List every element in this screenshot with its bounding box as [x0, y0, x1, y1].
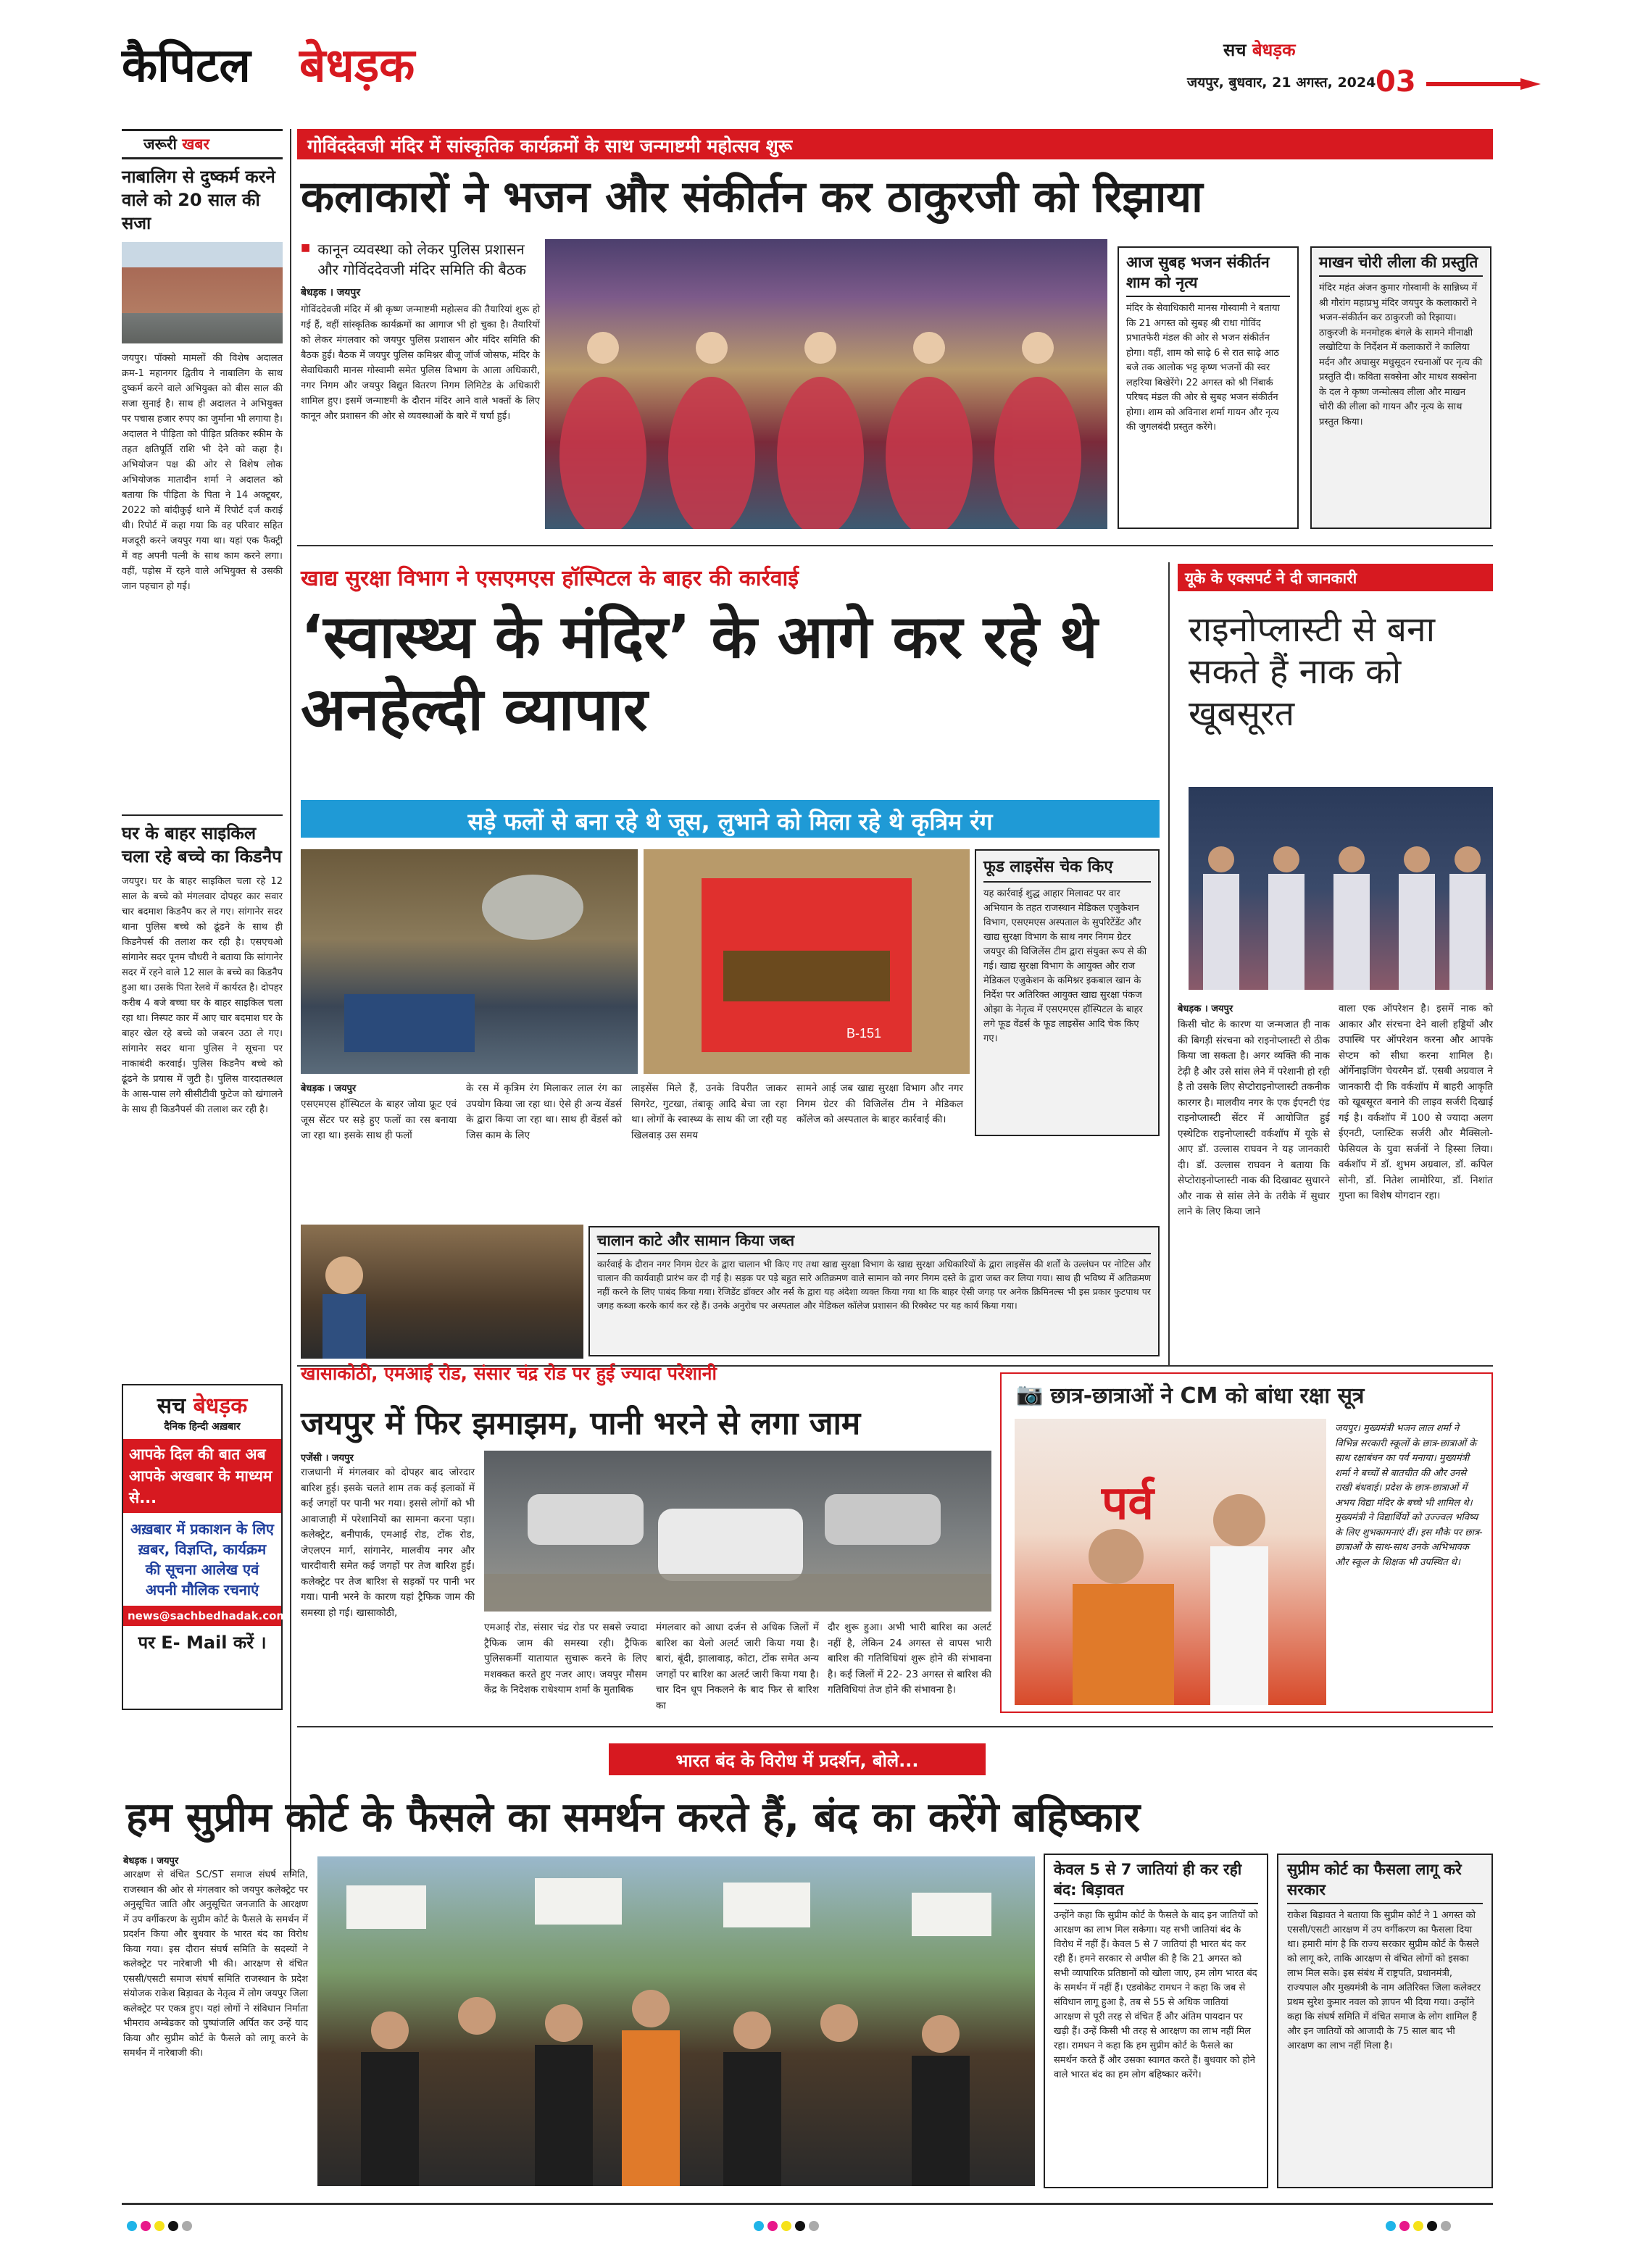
brand-name-black: कैपिटल	[122, 39, 251, 93]
rakhi-caption: जयपुर। मुख्यमंत्री भजन लाल शर्मा ने विभिन्न सरकारी स्कूलों के छात्र-छात्राओं के साथ रक्षाबंधन का पर्व मनाया। मुख्यमंत्री शर्मा ने बच्चों से बातचीत की और उनसे राखी बंधवाई। प्रदेश के छात्र-छात्राओं में अभय विद्या मंदिर के बच्चे भी शामिल थे। मुख्यमंत्री ने विद्यार्थियों को उज्ज्वल भविष्य के लिए शुभकामनाएं दीं। इस मौके पर छात्र-छात्राओं के साथ-साथ उनके अभिभावक और स्कूल के शिक्षक भी उपस्थित थे।	[1335, 1423, 1483, 1568]
rhino-photo	[1189, 787, 1493, 990]
brief-label: जरूरी खबर	[122, 129, 283, 159]
rakhi-headline: छात्र-छात्राओं ने CM को बांधा रक्षा सूत्र	[1050, 1383, 1365, 1409]
ad-line1: आपके दिल की बात अब आपके अखबार के माध्यम से...	[123, 1439, 281, 1513]
food-strap: सड़े फलों से बना रहे थे जूस, लुभाने को मिला रहे थे कृत्रिम रंग	[301, 800, 1160, 838]
food-box-body: यह कार्रवाई शुद्ध आहार मिलावट पर वार अभियान के तहत राजस्थान मेडिकल एजुकेशन विभाग, एसएमएस अस्पताल के सुपरिटेंडेंट और खाद्य सुरक्षा विभाग के साथ नगर निगम ग्रेटर जयपुर की विजिलेंस टीम द्वारा संयुक्त रूप से की गई। खाद्य सुरक्षा विभाग के आयुक्त और राज मेडिकल एजुकेशन के कमिश्नर इकबाल खान के निर्देश पर अतिरिक्त आयुक्त खाद्य सुरक्षा पंकज ओझा के नेतृत्व में एसएमएस हॉस्पिटल के बाहर लगे फूड वेंडर्स के फूड लाइसेंस आदि चेक किए गए।	[983, 888, 1147, 1044]
rain-byline: एजेंसी । जयपुर	[301, 1453, 354, 1464]
masthead-tag: सच बेधड़क	[1223, 40, 1296, 60]
festival-banner-text: पर्व	[1102, 1476, 1154, 1530]
bandh-kicker: भारत बंद के विरोध में प्रदर्शन, बोले...	[609, 1743, 986, 1775]
rain-col-4: दौर शुरू हुआ। अभी भारी बारिश का अलर्ट नहीं है, लेकिन 24 अगस्त से वापस भारी बारिश की गतिविधियां शुरू होने की संभावना है। कई जिलों में 22- 23 अगस्त से बारिश की गतिविधियां तेज होने की संभावना है।	[828, 1622, 991, 1696]
dance-photo	[545, 239, 1107, 529]
flooded-cars	[484, 1451, 991, 1612]
ad-line2: अख़बार में प्रकाशन के लिए ख़बर, विज्ञप्ति, कार्यक्रम की सूचना आलेख एवं अपनी मौलिक रचनाएं	[130, 1520, 274, 1598]
kidnap-body: जयपुर। घर के बाहर साइकिल चला रहे 12 साल के बच्चे को मंगलवार दोपहर कार सवार चार बदमाश किडनैप कर ले गए। सांगानेर सदर थाना पुलिस बच्चे को ढूंढने के साथ ही किडनैपर्स की तलाश कर रही है। एसएचओ सांगानेर सदर पूनम चौधरी ने बताया कि सांगानेर सदर में रहने वाले 12 साल के बच्चे का किडनैप हुआ था। उसके पिता रेलवे में कार्यरत है। दोपहर करीब 4 बजे बच्चा घर के बाहर साइकिल चला रहा था। निस्पट कार में आए चार बदमाश घर के बाहर खेल रहे बच्चे को जबरन उठा ले गए। सांगानेर सदर थाना पुलिस ने सूचना पर नाकाबंदी करवाई। पुलिस किडनैप बच्चे को ढूंढने के प्रयास में जुटी है। पुलिस वारदातस्थल के आस-पास लगे सीसीटीवी फुटेज को खंगालने के साथ ही किडनैपर्स की तलाश कर रही है।	[122, 876, 283, 1115]
rain-col-3: मंगलवार को आधा दर्जन से अधिक जिलों में बारिश का येलो अलर्ट जारी किया गया है। बारां, बूंदी, झालावाड़, कोटा, टोंक समेत अन्य जगहों पर बारिश का अलर्ट जारी किया गया है। चार दिन धूप निकलने के बाद फिर से बारिश का	[656, 1622, 819, 1712]
temple-box1-body: मंदिर के सेवाधिकारी मानस गोस्वामी ने बताया कि 21 अगस्त को सुबह श्री राधा गोविंद प्रभातफेरी मंडल की ओर से भजन संकीर्तन होगा। वहीं, शाम को साढ़े 6 से रात साढ़े आठ बजे तक आलोक भट्ट कृष्ण भजनों की स्वर लहरिया बिखेरेंगे। 22 अगस्त को श्री निंबार्क परिषद मंडल की ओर से सुबह भजन संकीर्तन होगा। शाम को अविनाश शर्मा गायन और नृत्य की जुगलबंदी प्रस्तुत करेंगे।	[1126, 303, 1280, 433]
bandh-box2-body: राकेश बिड़ावत ने बताया कि सुप्रीम कोर्ट ने 1 अगस्त को एससी/एसटी आरक्षण में उप वर्गीकरण का फैसला दिया था। हमारी मांग है कि राज्य सरकार सुप्रीम कोर्ट के फैसले को लागू करे, ताकि आरक्षण से वंचित लोगों को इसका लाभ मिल सके। इस संबंध में राष्ट्रपति, प्रधानमंत्री, राज्यपाल और मुख्यमंत्री के नाम अतिरिक्त जिला कलेक्टर प्रथम सुरेश कुमार नवल को ज्ञापन भी दिया गया। उन्होंने कहा कि संघर्ष समिति में वंचित समाज के लोग शामिल हैं और इन जातियों को आजादी के 75 साल बाद भी आरक्षण का लाभ नहीं मिला है।	[1287, 1910, 1481, 2051]
protest-photo	[317, 1856, 1035, 2186]
crate-photo	[644, 849, 970, 1074]
food-box	[975, 849, 1160, 1136]
rhino-headline: राइनोप्लास्टी से बना सकते हैं नाक को खूबसूरत	[1189, 609, 1436, 734]
food-col-1: एसएमएस हॉस्पिटल के बाहर जोया फ्रूट एवं जूस सेंटर पर सड़े हुए फलों का रस बनाया जा रहा था। इसके साथ ही फलों	[301, 1098, 457, 1141]
bandh-box2-title: सुप्रीम कोर्ट का फैसला लागू करे सरकार	[1287, 1859, 1483, 1904]
food-col-4: सामने आई जब खाद्य सुरक्षा विभाग और नगर निगम ग्रेटर की विजिलेंस टीम ने मेडिकल कॉलेज को अस्पताल के बाहर कार्रवाई की।	[796, 1083, 963, 1125]
challan-title: चालान काटे और सामान किया जब्त	[597, 1230, 1151, 1254]
food-col-2: के रस में कृत्रिम रंग मिलाकर लाल रंग का उपयोग किया जा रहा था। ऐसे ही अन्य वेंडर्स के द्वारा किया जा रहा था। साथ ही वेंडर्स को जिस काम के लिए	[466, 1083, 622, 1141]
rakhi-section	[1000, 1372, 1493, 1713]
registration-marks-left	[127, 2220, 196, 2234]
rain-photo	[484, 1451, 991, 1612]
brief-headline: नाबालिग से दुष्कर्म करने वाले को 20 साल की सजा	[122, 167, 275, 233]
kitchen-photo	[301, 849, 638, 1074]
rhino-col-1: किसी चोट के कारण या जन्मजात ही नाक की बिगड़ी संरचना को राइनोप्लास्टी से ठीक किया जा सकता है। अगर व्यक्ति की नाक टेढ़ी है और उसे सांस लेने में परेशानी हो रही है तो उसके लिए सेप्टोराइनोप्लास्टी तकनीक कारगर है। मालवीय नगर के एक ईएनटी एंड राइनोप्लास्टी सेंटर में आयोजित हुई एस्थेटिक राइनोप्लास्टी वर्कशॉप में यूके से आए डॉ. उल्लास राघवन ने यह जानकारी दी। डॉ. उल्लास राघवन ने बताया कि सेप्टोराइनोप्लास्टी नाक की दिखावट सुधारने और नाक से सांस लेने के तरीके में सुधार लाने के लिए किया जाने	[1178, 1019, 1330, 1217]
bandh-box-2	[1277, 1854, 1493, 2188]
food-byline: बेधड़क । जयपुर	[301, 1083, 357, 1094]
rhino-byline: बेधड़क । जयपुर	[1178, 1004, 1233, 1014]
officials-figures	[301, 1225, 583, 1359]
page-number: 03	[1376, 65, 1416, 99]
camera-icon: 📷	[1016, 1382, 1044, 1407]
svg-text:B-151: B-151	[846, 1026, 882, 1041]
bandh-box1-body: उन्होंने कहा कि सुप्रीम कोर्ट के फैसले के बाद इन जातियों को आरक्षण का लाभ मिल सकेगा। यह सभी जातियां बंद के विरोध में नहीं हैं। केवल 5 से 7 जातियां ही भारत बंद कर रही हैं। हमने सरकार से अपील की है कि 21 अगस्त को सभी व्यापारिक प्रतिष्ठानों को खोला जाए, हम लोग भारत बंद के समर्थन में नहीं हैं। एडवोकेट रामधन ने कहा कि जब से संविधान लागू हुआ है, तब से 55 से अधिक जातियां आरक्षण से पूरी तरह से वंचित हैं और अंतिम पायदान पर खड़ी हैं। उन्हें किसी भी तरह से आरक्षण का लाभ नहीं मिल रहा। रामधन ने कहा कि हम सुप्रीम कोर्ट के फैसले का समर्थन करते हैं और उसका स्वागत करते हैं। बुधवार को होने वाले भारत बंद का हम लोग बहिष्कार करेंगे।	[1054, 1910, 1258, 2080]
temple-box2-title: माखन चोरी लीला की प्रस्तुति	[1319, 252, 1483, 277]
ad-cta: पर E- Mail करें ।	[138, 1633, 267, 1653]
kidnap-section	[122, 814, 283, 1117]
rain-headline: जयपुर में फिर झमाझम, पानी भरने से लगा जाम	[301, 1405, 861, 1442]
registration-marks-right	[1386, 2220, 1455, 2234]
temple-box2-body: मंदिर महंत अंजन कुमार गोस्वामी के सान्निध्य में श्री गौरांग महाप्रभु मंदिर जयपुर के कलाकारों ने भजन-संकीर्तन कर ठाकुरजी को रिझाया। ठाकुरजी के मनमोहक बंगले के सामने मीनाक्षी लखोटिया के निर्देशन में कलाकारों ने कालिया मर्दन और अघासुर मधुसूदन रचनाओं पर नृत्य की प्रस्तुति दी। कविता सक्सेना और माधव सक्सेना के दल ने कृष्ण जन्मोत्सव लीला और माखन चोरी की लीला को गायन और नृत्य के साथ प्रस्तुत किया।	[1319, 283, 1483, 428]
food-kicker: खाद्य सुरक्षा विभाग ने एसएमएस हॉस्पिटल के बाहर की कार्रवाई	[301, 566, 799, 591]
temple-text	[301, 239, 540, 424]
brand-name-red: बेधड़क	[299, 39, 415, 93]
kitchen-utensils	[301, 849, 638, 1074]
pen-icon	[1426, 75, 1542, 93]
doctors-figures	[1189, 787, 1493, 990]
temple-headline: कलाकारों ने भजन और संकीर्तन कर ठाकुरजी को रिझाया	[301, 172, 1203, 222]
temple-box1-title: आज सुबह भजन संकीर्तन शाम को नृत्य	[1126, 252, 1290, 297]
food-columns	[301, 1081, 968, 1219]
court-photo	[122, 242, 283, 343]
kidnap-headline: घर के बाहर साइकिल चला रहे बच्चे का किडनैप	[122, 823, 282, 867]
challan-body: कार्रवाई के दौरान नगर निगम ग्रेटर के द्वारा चालान भी किए गए तथा खाद्य सुरक्षा विभाग के खाद्य सुरक्षा अधिकारियों के द्वारा लाइसेंस की शर्तों के उल्लंघन पर नोटिस और चालान की कार्यवाही प्रारंभ कर दी गई है। सड़क पर पड़े बहुत सारे अतिक्रमण वाले सामान को नगर निगम दस्ते के द्वारा जब्त कर लिया गया। साथ ही भविष्य में अतिक्रमण नहीं करने के लिए पाबंद किया गया। रेजिडेंट डॉक्टर और नर्स के द्वारा यह अंदेशा व्यक्त किया गया था कि बाहर ऐसी जगह पर अनेक क्रिमिनल्स भी इस प्रकार फुटपाथ पर जगह कब्जा करके कार्य कर रहे हैं। उनके अनुरोध पर अस्पताल और मेडिकल कॉलेज प्रशासन की रिक्वेस्ट पर यह कार्य किया गया।	[597, 1259, 1151, 1311]
food-headline: ‘स्वास्थ्य के मंदिर’ के आगे कर रहे थे अनहेल्दी व्यापार	[301, 603, 1098, 744]
rain-col-2: एमआई रोड, संसार चंद्र रोड पर सबसे ज्यादा ट्रैफिक जाम की समस्या रही। ट्रैफिक पुलिसकर्मी यातायात सुचारू करने के लिए मशक्कत करते हुए नजर आए। जयपुर मौसम केंद्र के निदेशक राधेश्याम शर्मा के मुताबिक	[484, 1622, 647, 1696]
ad-box: सच बेधड़क दैनिक हिन्दी अख़बार आपके दिल की बात अब आपके अखबार के माध्यम से... अख़बार में प्रकाशन के लिए ख़बर, विज्ञप्ति, कार्यक्रम की सूचना आलेख एवं अपनी मौलिक रचनाएं news@sachbedhadak.com पर E- Mail करें ।	[122, 1384, 283, 1710]
dancers-figures	[545, 239, 1107, 529]
registration-marks-center	[754, 2220, 823, 2234]
bullet-icon: ■	[301, 242, 311, 254]
masthead	[122, 32, 1499, 99]
rain-kicker: खासाकोठी, एमआई रोड, संसार चंद्र रोड पर हुई ज्यादा परेशानी	[301, 1363, 717, 1384]
rhino-col-2: वाला एक ऑपरेशन है। इसमें नाक को आकार और संरचना देने वाली हड्डियों और उपास्थि पर ऑपरेशन करना और आपके सेप्टम को सीधा करना शामिल है। ऑर्गेनाइजिंग चेयरमैन डॉ. एसबी अग्रवाल ने जानकारी दी कि वर्कशॉप में बाहरी आकृति को खूबसूरत बनाने की लाइव सर्जरी दिखाई गई है। वर्कशॉप में 100 से ज्यादा अलग ईएनटी, प्लास्टिक सर्जरी और मैक्सिलो-फेसियल के युवा सर्जनों ने हिस्सा लिया। वर्कशॉप में डॉ. शुभम अग्रवाल, डॉ. कपिल सोनी, डॉ. नितेश लामोरिया, डॉ. निशांत गुप्ता का विशेष योगदान रहा।	[1339, 1003, 1493, 1201]
temple-body: गोविंददेवजी मंदिर में श्री कृष्ण जन्माष्टमी महोत्सव की तैयारियां शुरू हो गई हैं, वहीं सांस्कृतिक कार्यक्रमों का आगाज भी हो चुका है। तैयारियों को लेकर मंगलवार को जयपुर पुलिस प्रशासन और मंदिर समिति की बैठक हुई। बैठक में जयपुर पुलिस कमिश्नर बीजू जॉर्ज जोसफ, मंदिर के सेवाधिकारी मानस गोस्वामी समेत पुलिस विभाग के आला अधिकारी, नगर निगम और जयपुर विद्युत वितरण निगम लिमिटेड के अधिकारी शामिल हुए। इसमें जन्माष्टमी के दौरान मंदिर आने वाले भक्तों के लिए कानून और प्रशासन की ओर से व्यवस्थाओं के बारे में चर्चा हुई।	[301, 304, 540, 422]
temple-box-2	[1310, 246, 1491, 529]
bandh-box1-title: केवल 5 से 7 जातियां ही कर रही बंद: बिड़ावत	[1054, 1859, 1258, 1904]
food-box-title: फूड लाइसेंस चेक किए	[983, 856, 1151, 883]
temple-kicker: गोविंददेवजी मंदिर में सांस्कृतिक कार्यक्रमों के साथ जन्माष्टमी महोत्सव शुरू	[297, 129, 1493, 159]
ad-subtitle: दैनिक हिन्दी अख़बार	[164, 1421, 241, 1433]
ad-email[interactable]: news@sachbedhadak.com	[123, 1606, 281, 1626]
bandh-headline: हम सुप्रीम कोर्ट के फैसले का समर्थन करते हैं, बंद का करेंगे बहिष्कार	[126, 1794, 1141, 1841]
crate-illustration	[644, 849, 970, 1074]
bandh-box-1	[1044, 1854, 1268, 2188]
temple-byline: बेधड़क । जयपुर	[301, 287, 361, 299]
bandh-body: आरक्षण से वंचित SC/ST समाज संघर्ष समिति, राजस्थान की ओर से मंगलवार को जयपुर कलेक्ट्रेट पर अनुसूचित जाति और अनुसूचित जनजाति के आरक्षण में उप वर्गीकरण के सुप्रीम कोर्ट के फैसले के समर्थन में प्रदर्शन किया और बुधवार के भारत बंद का विरोध किया गया। इस दौरान संघर्ष समिति के सदस्यों ने कलेक्ट्रेट पर नारेबाजी भी की। आरक्षण से वंचित एससी/एसटी समाज संघर्ष समिति राजस्थान के प्रदेश संयोजक राकेश बिड़ावत के नेतृत्व में लोग जयपुर जिला कलेक्ट्रेट पर एकत्र हुए। यहां लोगों ने संविधान निर्माता भीमराव अम्बेडकर को पुष्पांजलि अर्पित कर उन्हें याद किया और सुप्रीम कोर्ट के फैसले को लागू करने के समर्थन में नारेबाजी की।	[123, 1869, 308, 2059]
inspection-photo	[301, 1225, 583, 1359]
challan-box	[588, 1226, 1160, 1356]
brief-section	[122, 129, 283, 594]
rakhi-photo	[1015, 1419, 1326, 1705]
rain-col-1: राजधानी में मंगलवार को दोपहर बाद जोरदार बारिश हुई। इसके चलते शाम तक कई इलाकों में कई जगहों पर पानी भर गया। इससे लोगों को भी आवाजाही में परेशानियों का सामना करना पड़ा। कलेक्ट्रेट, बनीपार्क, एमआई रोड, टोंक रोड, जेएलएन मार्ग, सांगानेर, मालवीय नगर और चारदीवारी समेत कई जगहों पर तेज बारिश हुई। कलेक्ट्रेट पर तेज बारिश से सड़कों पर पानी भर गया। पानी भरने के कारण यहां ट्रैफिक जाम की समस्या हो गई। खासाकोठी,	[301, 1467, 475, 1619]
rhino-kicker: यूके के एक्सपर्ट ने दी जानकारी	[1178, 564, 1493, 591]
protesters	[317, 1856, 1035, 2186]
brief-body: जयपुर। पॉक्सो मामलों की विशेष अदालत क्रम-1 महानगर द्वितीय ने नाबालिग के साथ दुष्कर्म करने वाले अभियुक्त को बीस साल की सजा सुनाई है। साथ ही अदालत ने अभियुक्त पर पचास हजार रुपए का जुर्माना भी लगाया है। अदालत ने पीड़िता को पीड़ित प्रतिकर स्कीम के तहत क्षतिपूर्ति राशि भी देने को कहा है। अभियोजन पक्ष की ओर से विशेष लोक अभियोजक मातादीन शर्मा ने अदालत को बताया कि पीड़िता के पिता ने 14 अक्टूबर, 2022 को बांदीकुई थाने में रिपोर्ट दर्ज कराई थी। रिपोर्ट में कहा गया कि वह परिवार सहित मजदूरी करने जयपुर गया था। यहां एक फैक्ट्री में वह अपनी पत्नी के साथ काम करने लगा। वहीं, पड़ोस में रहने वाले अभियुक्त से उसकी जान पहचान हो गई।	[122, 353, 283, 592]
temple-sub: कानून व्यवस्था को लेकर पुलिस प्रशासन और गोविंददेवजी मंदिर समिति की बैठक	[317, 241, 526, 278]
food-col-3: लाइसेंस मिले हैं, उनके विपरीत जाकर सिगरेट, गुटखा, तंबाकू आदि बेचा जा रहा था। लोगों के स्वास्थ्य के साथ की जा रही यह खिलवाड़ उस समय	[631, 1083, 787, 1141]
bandh-byline: बेधड़क । जयपुर	[123, 1856, 179, 1867]
dateline: जयपुर, बुधवार, 21 अगस्त, 2024	[1187, 75, 1376, 91]
temple-box-1	[1118, 246, 1299, 529]
cm-with-child	[1015, 1419, 1326, 1705]
